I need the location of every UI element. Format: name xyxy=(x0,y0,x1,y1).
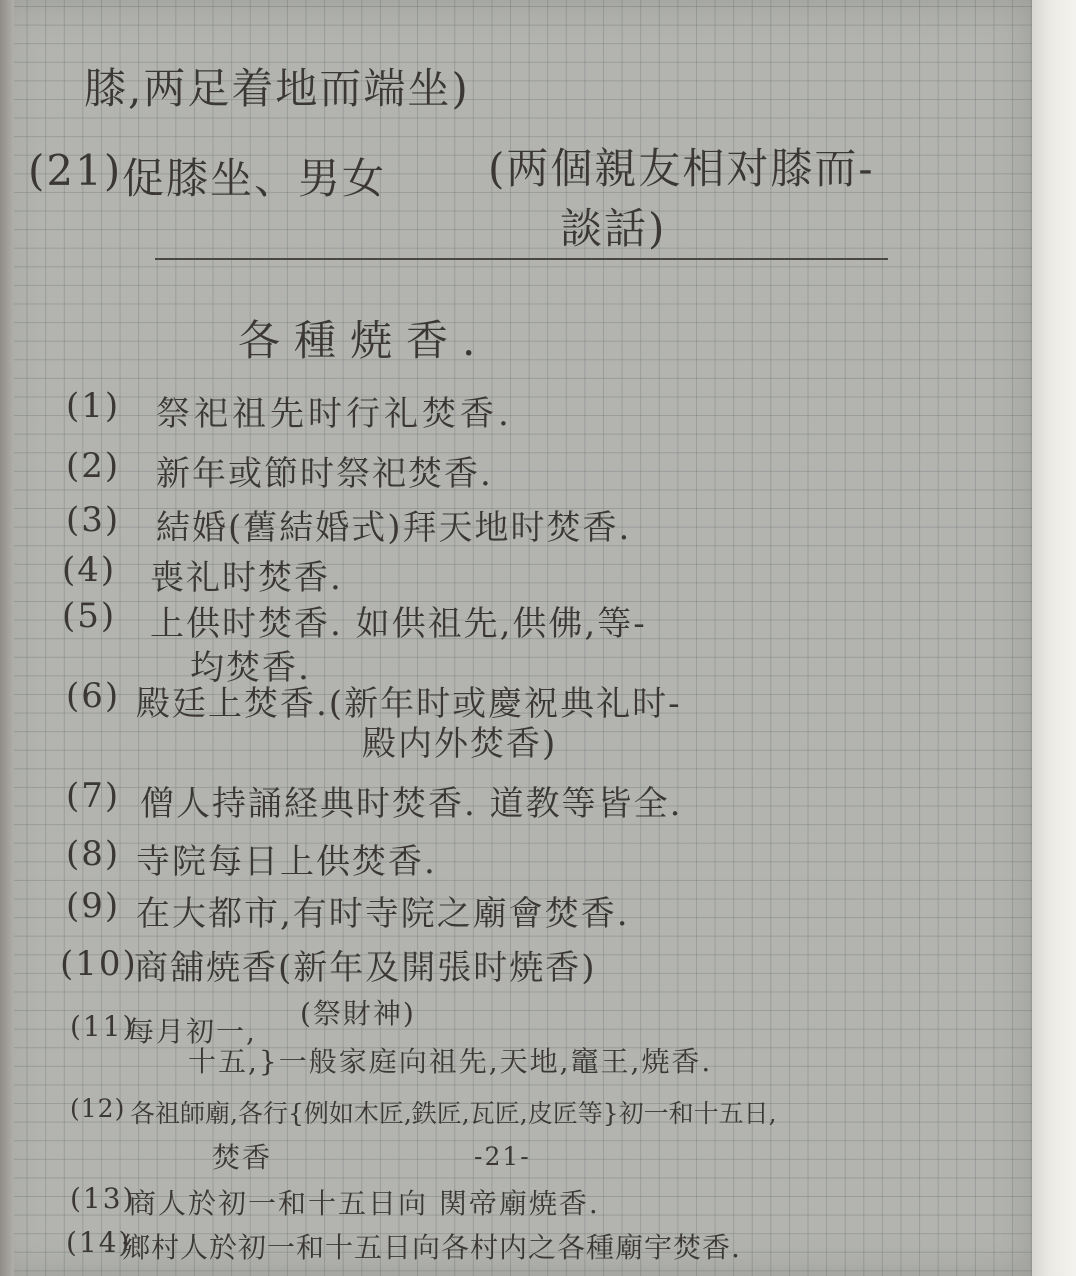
item-number: (11) xyxy=(70,1010,136,1043)
item-number: (9) xyxy=(66,886,121,926)
item-text: 僧人持誦経典时焚香. 道教等皆全. xyxy=(140,784,683,824)
item-text: 商舖焼香(新年及開張时焼香) xyxy=(134,948,597,988)
item-number: (13) xyxy=(70,1182,136,1215)
item-21-number: (21) xyxy=(28,146,123,195)
item-text: 在大都市,有时寺院之廟會焚香. xyxy=(136,894,630,934)
item-text: 各祖師廟,各行{例如木匠,鉄匠,瓦匠,皮匠等}初一和十五日, xyxy=(130,1099,777,1128)
item-text: 結婚(舊結婚式)拜天地时焚香. xyxy=(156,508,632,548)
item-text: 祭祀祖先时行礼焚香. xyxy=(156,394,513,434)
item-number: (4) xyxy=(62,550,117,590)
item-number: (10) xyxy=(60,944,138,984)
item-number: (5) xyxy=(62,596,117,636)
item-number: (2) xyxy=(66,446,121,486)
item-number: (12) xyxy=(70,1094,126,1123)
item-text: 商人於初一和十五日向 関帝廟焼香. xyxy=(128,1187,600,1220)
item-text: 喪礼时焚香. xyxy=(150,558,343,598)
item-text-continued: 十五,}一般家庭向祖先,天地,竈王,焼香. xyxy=(188,1045,713,1078)
item-21-note-1: (两個親友相对膝而- xyxy=(488,144,875,193)
item-text: 上供时焚香. 如供祖先,供佛,等- xyxy=(150,604,647,644)
item-21-text: 促膝坐、男女 xyxy=(122,154,387,203)
page-edge xyxy=(1032,0,1076,1276)
notebook-spine xyxy=(0,0,14,1276)
item-text-continued: 均焚香. xyxy=(190,648,311,688)
item-text-continued: (祭財神) xyxy=(300,997,416,1030)
section-heading: 各種焼香. xyxy=(238,316,490,365)
item-text: 鄉村人於初一和十五日向各村内之各種廟宇焚香. xyxy=(122,1231,741,1264)
page-number: -21- xyxy=(474,1142,531,1171)
item-number: (7) xyxy=(66,776,121,816)
item-number: (8) xyxy=(66,834,121,874)
item-number: (6) xyxy=(66,676,121,716)
item-text: 每月初一, xyxy=(126,1015,257,1048)
item-number: (1) xyxy=(66,386,121,426)
item-text: 殿廷上焚香.(新年时或慶祝典礼时- xyxy=(136,684,682,724)
item-text-continued: 殿内外焚香) xyxy=(362,724,558,764)
item-number: (3) xyxy=(66,500,121,540)
item-text-continued: 焚香 xyxy=(212,1141,273,1174)
item-21-note-2: 談話) xyxy=(560,204,667,253)
divider-line xyxy=(155,258,888,260)
item-text: 新年或節时祭祀焚香. xyxy=(156,454,493,494)
item-number: (14) xyxy=(66,1226,132,1259)
item-text: 寺院每日上供焚香. xyxy=(136,842,437,882)
top-line: 膝,两足着地而端坐) xyxy=(84,64,470,113)
